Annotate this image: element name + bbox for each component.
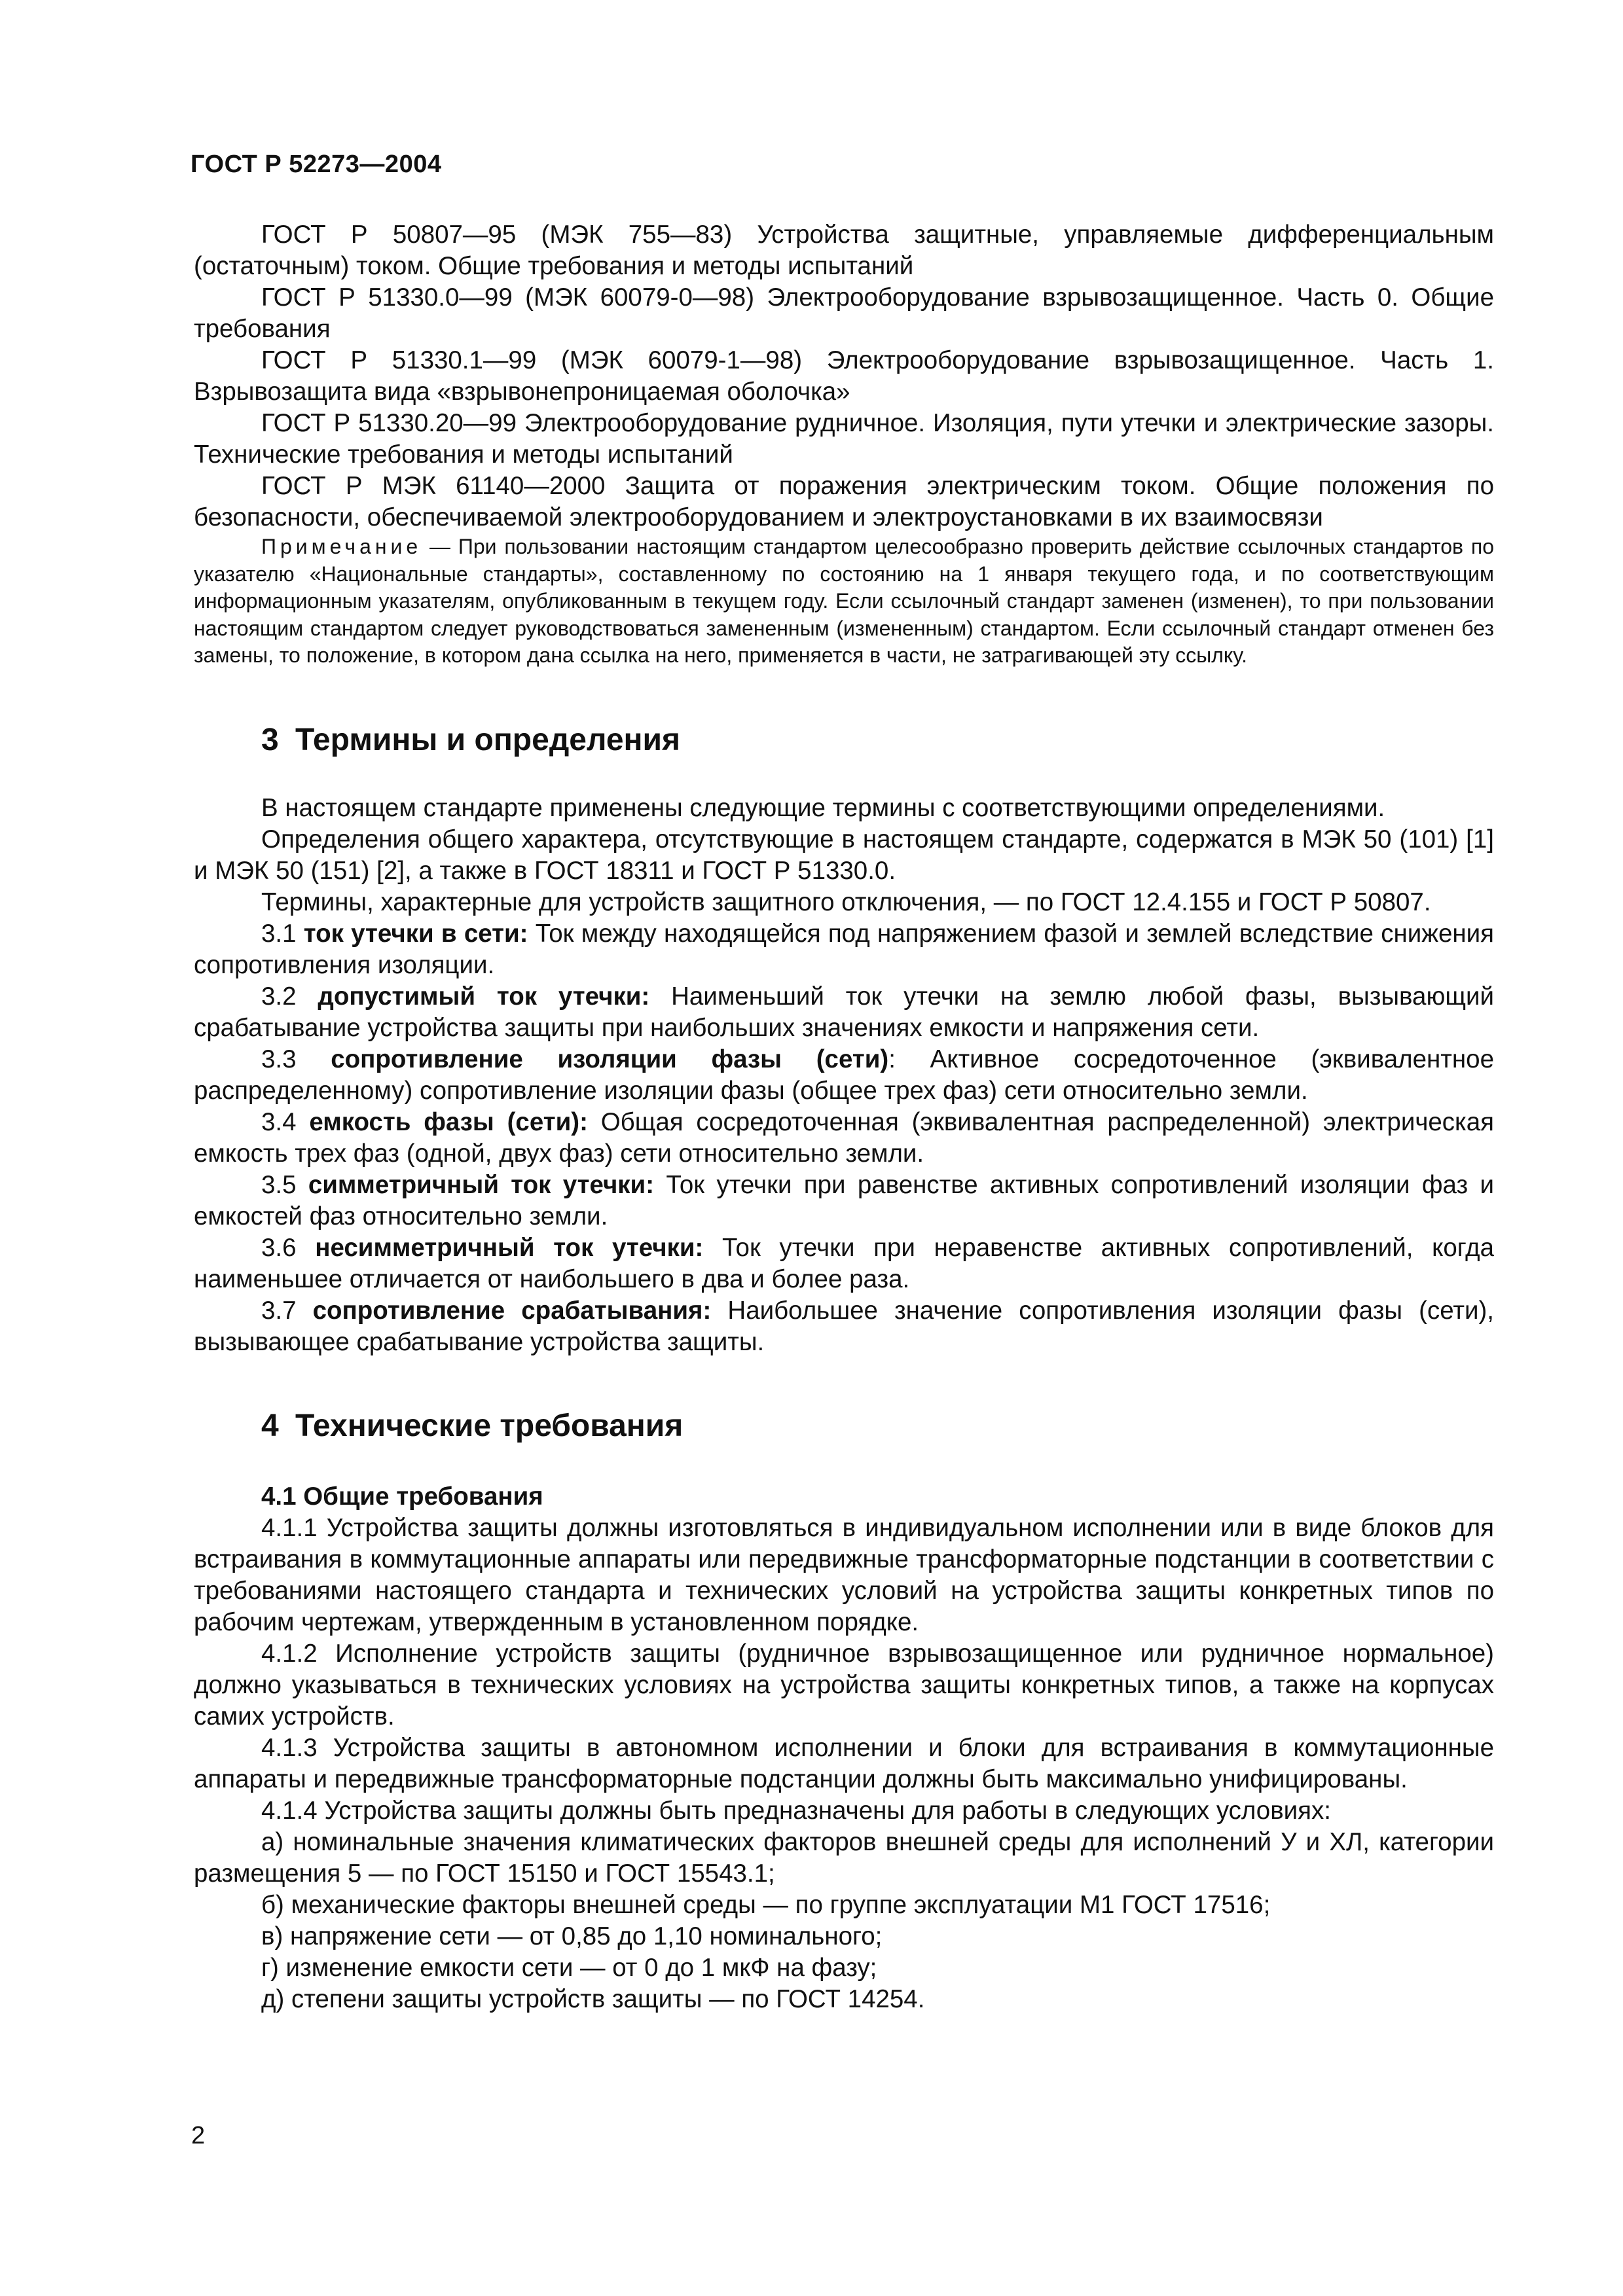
term-name: симметричный ток утечки: xyxy=(308,1170,655,1199)
requirement-paragraph: 4.1.4 Устройства защиты должны быть предназначены для работы в следующих условиях: xyxy=(261,1796,1331,1825)
reference-item: ГОСТ Р 50807—95 (МЭК 755—83) Устройства защитные, управляемые дифференциальным (остаточным) током. Общие требования и методы испытаний xyxy=(194,221,1494,280)
section-title: Термины и определения xyxy=(295,722,681,757)
term-text: : Активное сосредоточенное (эквивалентное распределенному) сопротивление изоляции фазы (общее трех фаз) сети относительно земли. xyxy=(194,1045,1495,1105)
section-3-intro: Термины, характерные для устройств защитного отключения, — по ГОСТ 12.4.155 и ГОСТ Р 50807. xyxy=(261,888,1431,916)
note-label: Примечание xyxy=(261,535,422,558)
condition-item: б) механические факторы внешней среды — по группе эксплуатации М1 ГОСТ 17516; xyxy=(261,1890,1271,1919)
term-definition xyxy=(194,1170,1494,1232)
reference-item: ГОСТ Р МЭК 61140—2000 Защита от поражения электрическим током. Общие положения по безопасности, обеспечиваемой электрооборудованием и электроустановками в их взаимосвязи xyxy=(194,472,1494,531)
term-text: Ток утечки при неравенстве активных сопротивлений, когда наименьшее отличается от наибольшего в два и более раза. xyxy=(194,1233,1494,1293)
section-title: Технические требования xyxy=(295,1408,684,1443)
term-text: Ток утечки при равенстве активных сопротивлений изоляции фаз и емкостей фаз относительно земли. xyxy=(194,1170,1495,1230)
condition-item: д) степени защиты устройств защиты — по ГОСТ 14254. xyxy=(261,1984,925,2013)
term-text: Ток между находящейся под напряжением фазой и землей вследствие снижения сопротивления изоляции. xyxy=(194,919,1495,979)
reference-item: ГОСТ Р 51330.0—99 (МЭК 60079-0—98) Электрооборудование взрывозащищенное. Часть 0. Общие требования xyxy=(194,283,1494,343)
term-name: несимметричный ток утечки: xyxy=(315,1233,704,1262)
term-definition xyxy=(194,1295,1494,1358)
term-name: ток утечки в сети: xyxy=(303,919,528,948)
condition-item: в) напряжение сети — от 0,85 до 1,10 номинального; xyxy=(261,1922,883,1950)
condition-item: а) номинальные значения климатических факторов внешней среды для исполнений У и ХЛ, категории размещения 5 — по ГОСТ 15150 и ГОСТ 15543.1; xyxy=(194,1827,1494,1888)
term-definition xyxy=(194,918,1494,981)
section-3-intro: В настоящем стандарте применены следующие термины с соответствующими определениями. xyxy=(261,793,1385,822)
requirement-paragraph: 4.1.3 Устройства защиты в автономном исполнении и блоки для встраивания в коммутационные аппараты и передвижные трансформаторные подстанции должны быть максимально унифицированы. xyxy=(194,1733,1494,1793)
section-4-heading xyxy=(194,1407,1494,1446)
document-code-header: ГОСТ Р 52273—2004 xyxy=(191,151,442,178)
page-content xyxy=(194,219,1494,2015)
condition-item: г) изменение емкости сети — от 0 до 1 мкФ на фазу; xyxy=(261,1953,877,1982)
section-3-heading xyxy=(194,721,1494,760)
page-number: 2 xyxy=(191,2122,206,2149)
term-name: емкость фазы (сети): xyxy=(309,1107,588,1136)
term-definition xyxy=(194,1107,1494,1170)
term-text: Наибольшее значение сопротивления изоляции фазы (сети), вызывающее срабатывание устройства защиты. xyxy=(194,1296,1494,1356)
term-definition xyxy=(194,1232,1494,1295)
term-number: 3.4 xyxy=(261,1107,310,1136)
term-number: 3.3 xyxy=(261,1045,331,1073)
term-number: 3.1 xyxy=(261,919,304,948)
term-number: 3.2 xyxy=(261,982,318,1011)
term-text: Наименьший ток утечки на землю любой фазы, вызывающий срабатывание устройства защиты при наибольших значениях емкости и напряжения сети. xyxy=(194,982,1495,1042)
reference-item: ГОСТ Р 51330.1—99 (МЭК 60079-1—98) Электрооборудование взрывозащищенное. Часть 1. Взрывозащита вида «взрывонепроницаемая оболочка» xyxy=(194,346,1494,406)
term-definition xyxy=(194,981,1494,1044)
note-text: — При пользовании настоящим стандартом целесообразно проверить действие ссылочных стандартов по указателю «Национальные стандарты», составленному по состоянию на 1 января текущего года, и по соответствующим информационным указателям, опубликованным в текущем году. Если ссылочный стандарт заменен (изменен), то при пользовании настоящим стандартом следует руководствоваться замененным (измененным) стандартом. Если ссылочный стандарт отменен без замены, то положение, в котором дана ссылка на него, применяется в части, не затрагивающей эту ссылку. xyxy=(194,535,1494,667)
subsection-heading: 4.1 Общие требования xyxy=(261,1482,543,1511)
section-3-intro: Определения общего характера, отсутствующие в настоящем стандарте, содержатся в МЭК 50 (101) [1] и МЭК 50 (151) [2], а также в ГОСТ 18311 и ГОСТ Р 51330.0. xyxy=(194,825,1494,885)
section-number: 4 xyxy=(261,1408,279,1443)
requirement-paragraph: 4.1.2 Исполнение устройств защиты (рудничное взрывозащищенное или рудничное нормальное) должно указываться в технических условиях на устройства защиты конкретных типов, а также на корпусах самих устройств. xyxy=(194,1639,1494,1731)
term-number: 3.7 xyxy=(261,1296,313,1325)
section-number: 3 xyxy=(261,722,279,757)
term-definition xyxy=(194,1044,1494,1107)
term-name: сопротивление изоляции фазы (сети) xyxy=(331,1045,889,1073)
reference-note xyxy=(194,533,1494,670)
term-number: 3.6 xyxy=(261,1233,316,1262)
term-number: 3.5 xyxy=(261,1170,308,1199)
term-name: допустимый ток утечки: xyxy=(318,982,650,1011)
term-name: сопротивление срабатывания: xyxy=(312,1296,712,1325)
term-text: Общая сосредоточенная (эквивалентная распределенной) электрическая емкость трех фаз (одной, двух фаз) сети относительно земли. xyxy=(194,1107,1495,1168)
reference-item: ГОСТ Р 51330.20—99 Электрооборудование рудничное. Изоляция, пути утечки и электрические зазоры. Технические требования и методы испытаний xyxy=(194,409,1494,469)
requirement-paragraph: 4.1.1 Устройства защиты должны изготовляться в индивидуальном исполнении или в виде блоков для встраивания в коммутационные аппараты или передвижные трансформаторные подстанции в соответствии с требованиями настоящего стандарта и технических условий на устройства защиты конкретных типов по рабочим чертежам, утвержденным в установленном порядке. xyxy=(194,1513,1494,1636)
